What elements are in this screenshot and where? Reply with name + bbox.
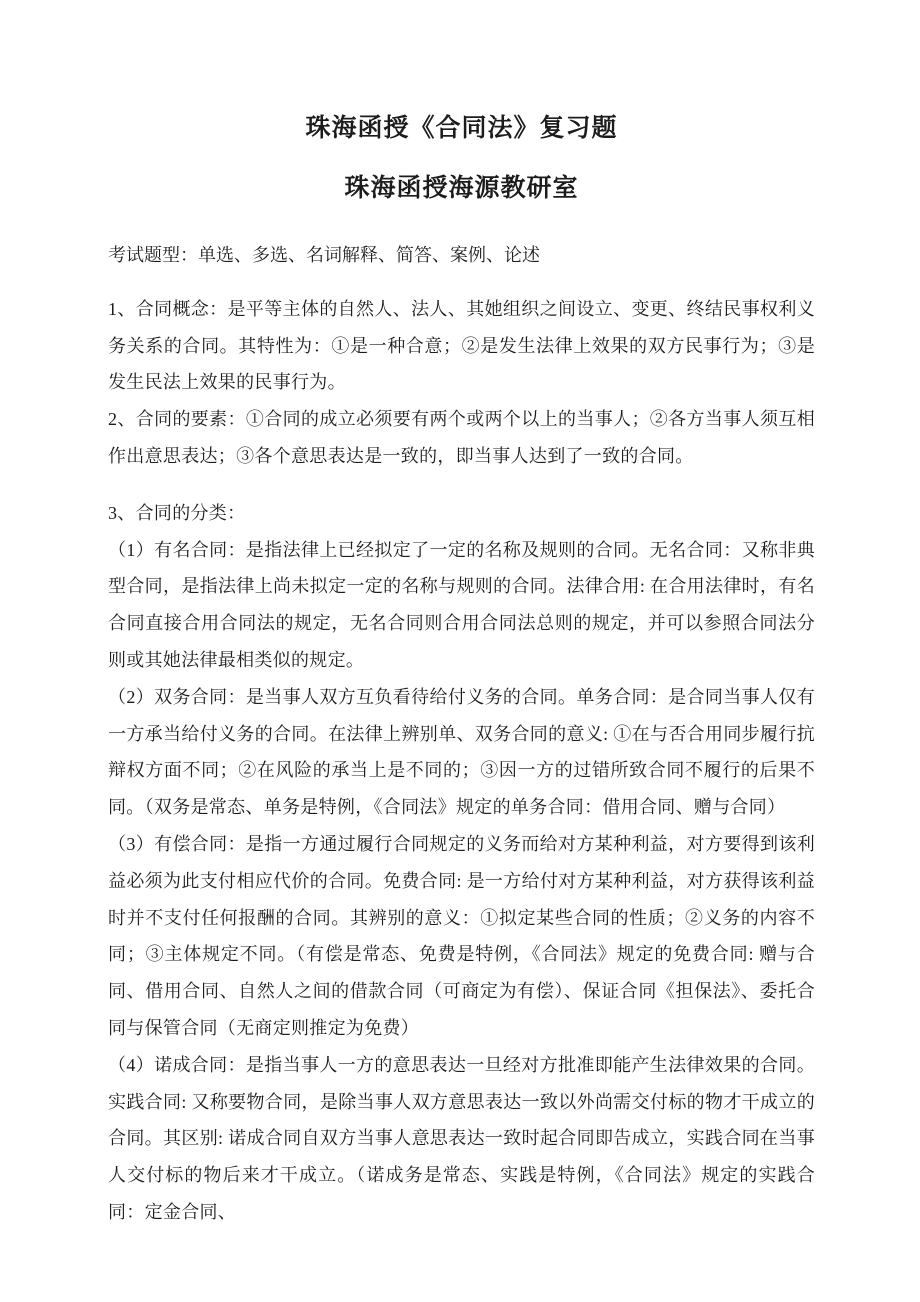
document-body: [0, 112, 920, 1231]
paragraph-contract-elements: 2、合同的要素：①合同的成立必须要有两个或两个以上的当事人；②各方当事人须互相作出意思表达；③各个意思表达是一致的，即当事人达到了一致的合同。: [108, 409, 815, 466]
paragraph-contract-concept: 1、合同概念：是平等主体的自然人、法人、其她组织之间设立、变更、终结民事权利义务关系的合同。其特性为：①是一种合意；②是发生法律上效果的双方民事行为；③是发生民法上效果的民事行为。: [108, 298, 815, 393]
exam-types-line: 考试题型：单选、多选、名词解释、简答、案例、论述: [108, 245, 540, 265]
document-subtitle: 珠海函授海源教研室: [344, 175, 579, 202]
paragraph-bilateral-contract: （2）双务合同：是当事人双方互负看待给付义务的合同。单务合同：是合同当事人仅有一方承当给付义务的合同。在法律上辨别单、双务合同的意义: ①在与否合用同步履行抗辩权方面不同；②在风险的承当上是不同的；③因一方的过错所致合同不履行的后果不同。（双务是常态、单务是特例，《合同法》规定的单务合同：借用合同、赠与合同）: [108, 686, 815, 818]
paragraph-named-contract: （1）有名合同：是指法律上已经拟定了一定的名称及规则的合同。无名合同：又称非典型合同，是指法律上尚未拟定一定的名称与规则的合同。法律合用: 在合用法律时，有名合同直接合用合同法的规定，无名合同则合用合同法总则的规定，并可以参照合同法分则或其她法律最相类似的规定。: [108, 539, 815, 670]
document-title: 珠海函授《合同法》复习题: [305, 115, 618, 142]
paragraph-classification-heading: 3、合同的分类：: [108, 502, 246, 523]
paragraph-consensual-contract: （4）诺成合同：是指当事人一方的意思表达一旦经对方批准即能产生法律效果的合同。实践合同: 又称要物合同，是除当事人双方意思表达一致以外尚需交付标的物才干成立的合同。其区别: 诺成合同自双方当事人意思表达一致时起合同即告成立，实践合同在当事人交付标的物后来才干成立。（诺成务是常态、实践是特例，《合同法》规定的实践合同：定金合同、: [108, 1054, 815, 1222]
paragraph-onerous-contract: （3）有偿合同：是指一方通过履行合同规定的义务而给对方某种利益，对方要得到该利益必须为此支付相应代价的合同。免费合同: 是一方给付对方某种利益，对方获得该利益时并不支付任何报酬的合同。其辨别的意义：①拟定某些合同的性质；②义务的内容不同；③主体规定不同。（有偿是常态、免费是特例，《合同法》规定的免费合同: 赠与合同、借用合同、自然人之间的借款合同（可商定为有偿）、保证合同《担保法》、委托合同与保管合同（无商定则推定为免费）: [108, 833, 815, 1038]
